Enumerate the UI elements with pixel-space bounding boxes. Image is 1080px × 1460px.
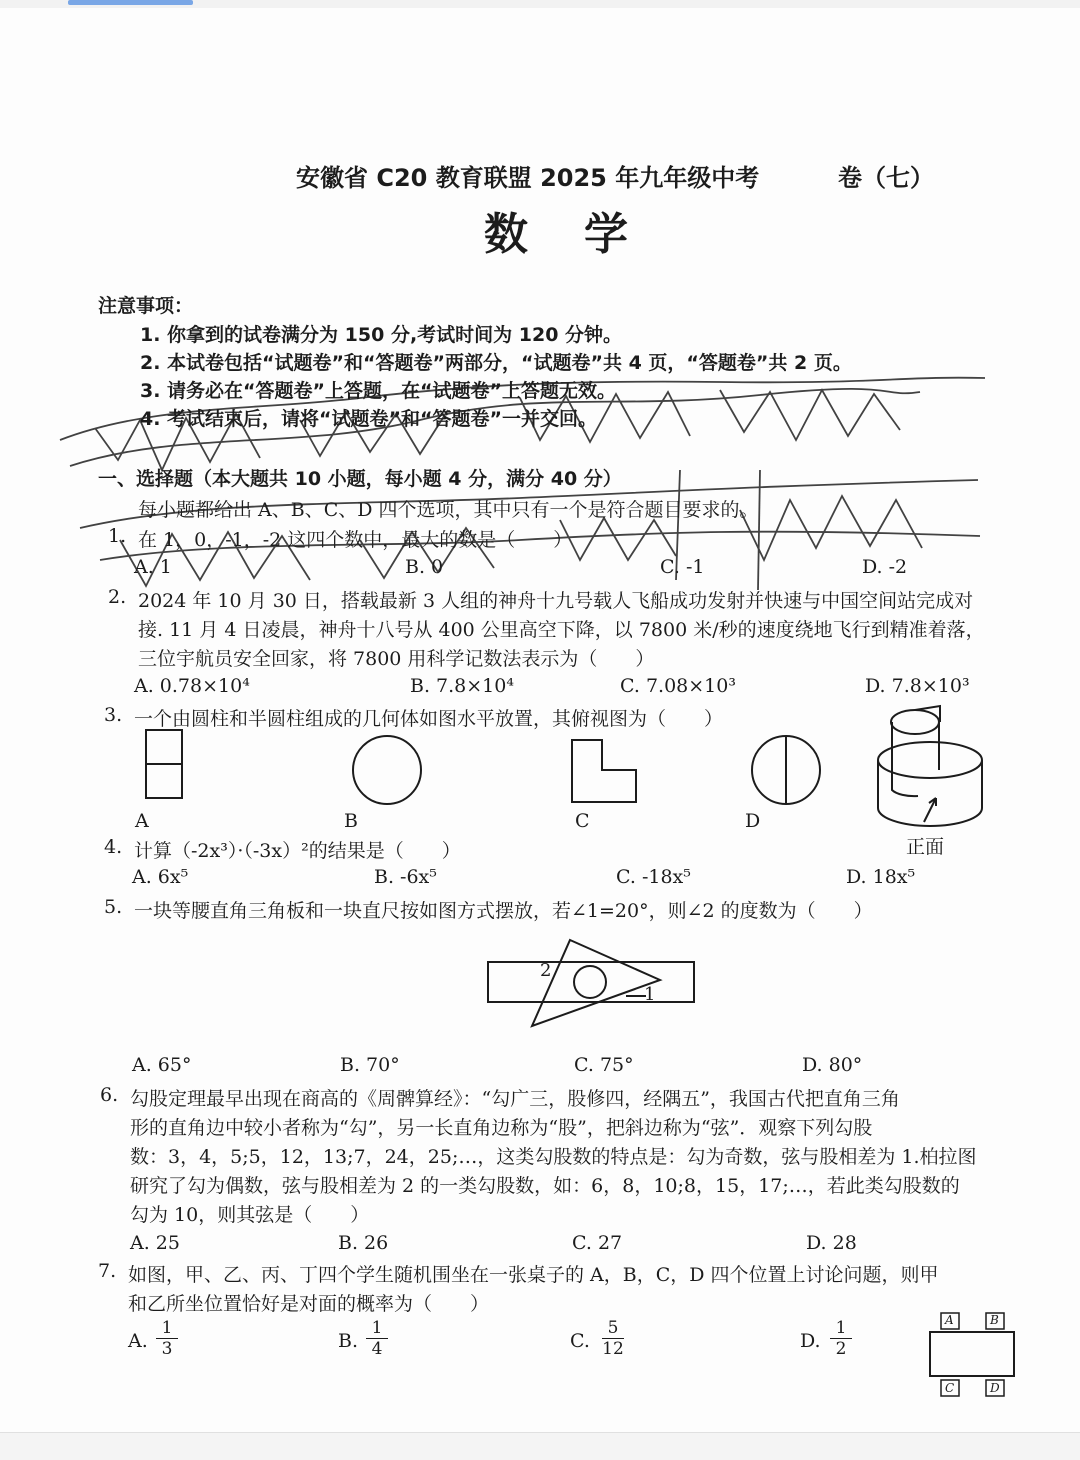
question-text: 如图，甲、乙、丙、丁四个学生随机围坐在一张桌子的 A，B，C，D 四个位置上讨论问题，则甲 — [128, 1264, 939, 1286]
option-b: B. 0 — [405, 556, 444, 578]
q5-triangle — [532, 940, 660, 1026]
question-text: 数：3，4，5;5，12，13;7，24，25;…，这类勾股数的特点是：勾为奇数，弦与股相差为 1.柏拉图 — [130, 1146, 977, 1168]
handwriting-line-1 — [90, 398, 530, 462]
q3-figure-b — [353, 736, 421, 804]
question-number: 1. — [108, 525, 127, 547]
seat-label-b: B — [990, 1313, 999, 1327]
q3-figure-d — [752, 736, 820, 804]
question-text: 和乙所坐位置恰好是对面的概率为（ ） — [128, 1293, 490, 1315]
section-instruction: 每小题都给出 A、B、C、D 四个选项，其中只有一个是符合题目要求的。 — [138, 499, 759, 521]
option-a-label: A. — [128, 1330, 148, 1352]
question-text: 形的直角边中较小者称为“勾”，另一长直角边称为“股”，把斜边称为“弦”．观察下列勾股 — [130, 1117, 873, 1139]
notice-item: 3. 请务必在“答题卷”上答题，在“试题卷”上答题无效。 — [140, 380, 617, 402]
question-number: 7. — [98, 1260, 117, 1282]
q3-figure-c — [572, 740, 636, 802]
seat-label-d: D — [990, 1381, 1000, 1395]
option-c: C. -1 — [660, 556, 705, 578]
figure-label-b: B — [344, 810, 358, 832]
option-d-fraction: $\frac{1}{2}$ — [830, 1318, 852, 1359]
notice-item: 1. 你拿到的试卷满分为 150 分,考试时间为 120 分钟。 — [140, 324, 623, 346]
option-c: C. 7.08×10³ — [620, 675, 736, 697]
question-text: 计算（-2x³）·（-3x）²的结果是（ ） — [134, 840, 461, 862]
option-b: B. 7.8×10⁴ — [410, 675, 514, 697]
q5-ruler — [488, 962, 694, 1002]
question-number: 4. — [104, 836, 123, 858]
option-c: C. 75° — [574, 1054, 634, 1076]
q3-figure-a — [146, 730, 182, 798]
q3-solid-figure — [878, 706, 982, 826]
option-c: C. -18x⁵ — [616, 866, 691, 888]
option-a-fraction: $\frac{1}{3}$ — [156, 1318, 178, 1359]
question-text: 一个由圆柱和半圆柱组成的几何体如图水平放置，其俯视图为（ ） — [134, 708, 724, 730]
handwriting-line-2 — [110, 505, 608, 569]
question-number: 6. — [100, 1084, 119, 1106]
notice-heading: 注意事项： — [98, 295, 194, 317]
option-a: A. 25 — [130, 1232, 180, 1254]
option-b-fraction: $\frac{1}{4}$ — [366, 1318, 388, 1359]
view-arrow — [924, 798, 936, 822]
question-text: 三位宇航员安全回家，将 7800 用科学记数法表示为（ ） — [138, 648, 655, 670]
question-text: 研究了勾为偶数，弦与股相差为 2 的一类勾股数，如：6，8，10;8，15，17;…，若此类勾股数的 — [130, 1175, 960, 1197]
option-c: C. 27 — [572, 1232, 623, 1254]
option-a: A. 1 — [134, 556, 172, 578]
bottom-bar — [0, 1432, 1080, 1460]
option-b-label: B. — [338, 1330, 359, 1352]
option-a: A. 0.78×10⁴ — [134, 675, 250, 697]
option-c-label: C. — [570, 1330, 590, 1352]
option-a: A. 6x⁵ — [132, 866, 189, 888]
figure-caption: 正面 — [906, 836, 945, 858]
figure-label-c: C — [575, 810, 590, 832]
option-d: D. -2 — [862, 556, 908, 578]
exam-title: 安徽省 C20 教育联盟 2025 年九年级中考 — [296, 164, 760, 192]
exam-title-tail: 卷（七） — [838, 164, 934, 192]
seat-label-c: C — [945, 1381, 955, 1395]
option-a: A. 65° — [132, 1054, 192, 1076]
question-text: 2024 年 10 月 30 日，搭载最新 3 人组的神舟十九号载人飞船成功发射并快速与中国空间站完成对 — [138, 590, 974, 612]
seat-label-a: A — [945, 1313, 954, 1327]
figure-label-a: A — [135, 810, 149, 832]
option-b: B. 70° — [340, 1054, 400, 1076]
subject-title: 数学 — [484, 209, 684, 260]
q7-table — [930, 1332, 1014, 1376]
question-text: 勾为 10，则其弦是（ ） — [130, 1204, 370, 1226]
top-bar — [0, 0, 1080, 8]
angle-label-2: 2 — [540, 960, 552, 981]
option-c-fraction: $\frac{5}{12}$ — [602, 1318, 624, 1359]
question-text: 一块等腰直角三角板和一块直尺按如图方式摆放，若∠1=20°，则∠2 的度数为（ ） — [134, 900, 873, 922]
question-text: 勾股定理最早出现在商高的《周髀算经》：“勾广三，股修四，经隅五”，我国古代把直角三角 — [130, 1088, 900, 1110]
notice-item: 4. 考试结束后，请将“试题卷”和“答题卷”一并交回。 — [140, 408, 598, 430]
q5-triangle-hole — [574, 966, 606, 998]
option-d: D. 28 — [806, 1232, 857, 1254]
option-b: B. -6x⁵ — [374, 866, 437, 888]
option-b: B. 26 — [338, 1232, 389, 1254]
angle-label-1: 1 — [644, 984, 656, 1005]
option-d-label: D. — [800, 1330, 821, 1352]
option-d: D. 7.8×10³ — [865, 675, 970, 697]
question-text: 在 1，0，-1，-2 这四个数中，最大的数是（ ） — [138, 529, 573, 551]
notice-item: 2. 本试卷包括“试题卷”和“答题卷”两部分，“试题卷”共 4 页，“答题卷”共 2 页。 — [140, 352, 852, 374]
figure-label-d: D — [745, 810, 761, 832]
scroll-indicator — [68, 0, 193, 5]
question-number: 5. — [104, 896, 123, 918]
question-text: 接. 11 月 4 日凌晨，神舟十八号从 400 公里高空下降，以 7800 米/秒的速度绕地飞行到精准着落， — [138, 619, 985, 641]
option-d: D. 18x⁵ — [846, 866, 916, 888]
question-number: 2. — [108, 586, 127, 608]
section-heading: 一、选择题（本大题共 10 小题，每小题 4 分，满分 40 分） — [98, 468, 622, 490]
question-number: 3. — [104, 704, 123, 726]
option-d: D. 80° — [802, 1054, 863, 1076]
